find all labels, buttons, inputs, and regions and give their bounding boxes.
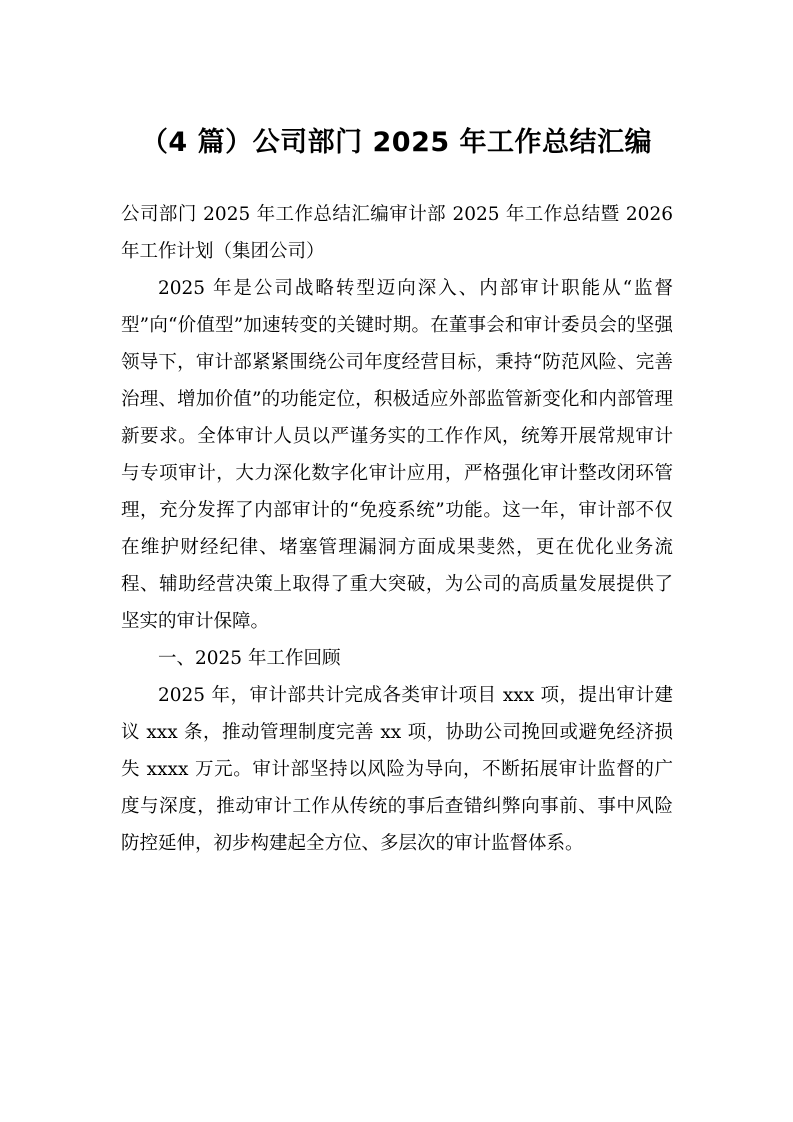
review-paragraph: 2025 年，审计部共计完成各类审计项目 xxx 项，提出审计建议 xxx 条，推动管理制度完善 xx 项，协助公司挽回或避免经济损失 xxxx 万元。审计部坚持以风险为导向，不断拓展审计监督的广度与深度，推动审计工作从传统的事后查错纠弊向事前、事中风险防控延伸，初步构建起全方位、多层次的审计监督体系。 xyxy=(121,685,673,854)
document-title: （4 篇）公司部门 2025 年工作总结汇编 xyxy=(140,127,653,158)
intro-paragraph: 2025 年是公司战略转型迈向深入、内部审计职能从“监督型”向“价值型”加速转变的关键时期。在董事会和审计委员会的坚强领导下，审计部紧紧围绕公司年度经营目标，秉持“防范风险、完善治理、增加价值”的功能定位，积极适应外部监管新变化和内部管理新要求。全体审计人员以严谨务实的工作作风，统筹开展常规审计与专项审计，大力深化数字化审计应用，严格强化审计整改闭环管理，充分发挥了内部审计的“免疫系统”功能。这一年，审计部不仅在维护财经纪律、堵塞管理漏洞方面成果斐然，更在优化业务流程、辅助经营决策上取得了重大突破，为公司的高质量发展提供了坚实的审计保障。 xyxy=(121,278,673,632)
subtitle-paragraph: 公司部门 2025 年工作总结汇编审计部 2025 年工作总结暨 2026 年工作计划（集团公司） xyxy=(121,204,673,262)
document-body xyxy=(121,196,673,862)
section-heading: 一、2025 年工作回顾 xyxy=(158,648,341,669)
